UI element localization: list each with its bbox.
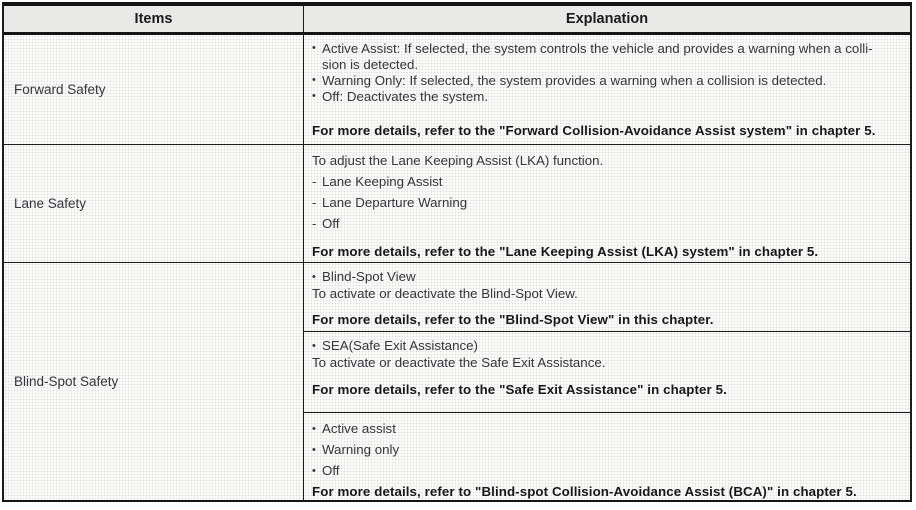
explanation-line xyxy=(312,311,910,328)
line-text: SEA(Safe Exit Assistance) xyxy=(322,338,478,353)
explanation-cell xyxy=(304,145,910,262)
item-cell xyxy=(4,263,304,500)
explanation-section xyxy=(304,413,910,500)
column-header-explanation: Explanation xyxy=(565,11,649,27)
line-text: Lane Keeping Assist xyxy=(322,174,443,189)
explanation-line xyxy=(312,460,910,481)
line-text: sion is detected. xyxy=(322,56,419,72)
table-row xyxy=(4,35,910,145)
item-label: Blind-Spot Safety xyxy=(14,374,119,389)
explanation-line xyxy=(312,268,910,285)
line-text: Active Assist: If selected, the system controls the vehicle and provides a warning when a colli- xyxy=(322,40,873,56)
explanation-line xyxy=(312,72,910,88)
bullet-icon: • xyxy=(312,90,316,102)
explanation-line xyxy=(312,241,910,262)
line-text: Off xyxy=(322,463,340,478)
bullet-icon: • xyxy=(312,443,316,456)
item-label: Forward Safety xyxy=(14,82,106,97)
explanation-cell xyxy=(304,35,910,144)
explanation-line xyxy=(312,285,910,302)
explanation-line xyxy=(312,337,910,354)
line-text: Lane Departure Warning xyxy=(322,195,468,210)
line-text: For more details, refer to "Blind-spot Collision-Avoidance Assist (BCA)" in chapter 5. xyxy=(312,484,857,499)
item-cell xyxy=(4,145,304,262)
bullet-icon: • xyxy=(312,270,316,283)
line-text: For more details, refer to the "Blind-Spot View" in this chapter. xyxy=(312,312,714,327)
table-row xyxy=(4,145,910,263)
explanation-line xyxy=(312,418,910,439)
bullet-icon: • xyxy=(312,464,316,477)
bullet-icon: • xyxy=(312,74,316,86)
line-text: To activate or deactivate the Safe Exit Assistance. xyxy=(312,355,606,370)
column-header-items: Items xyxy=(4,6,304,32)
dash-marker: - xyxy=(312,195,317,210)
line-text: Warning Only: If selected, the system provides a warning when a collision is detected. xyxy=(322,72,827,88)
line-text: For more details, refer to the "Forward Collision-Avoidance Assist system" in chapter 5. xyxy=(312,122,876,138)
line-text: Off: Deactivates the system. xyxy=(322,88,489,104)
line-text: Active assist xyxy=(322,421,396,436)
explanation-line xyxy=(312,354,910,371)
explanation-line xyxy=(312,171,910,192)
explanation-line xyxy=(312,88,910,104)
line-text: To adjust the Lane Keeping Assist (LKA) function. xyxy=(312,153,604,168)
line-text: For more details, refer to the "Lane Keeping Assist (LKA) system" in chapter 5. xyxy=(312,244,819,259)
line-text: Blind-Spot View xyxy=(322,269,416,284)
table-body xyxy=(4,35,910,500)
dash-marker: - xyxy=(312,174,317,189)
line-text: For more details, refer to the "Safe Exit Assistance" in chapter 5. xyxy=(312,382,727,397)
table-row xyxy=(4,263,910,500)
item-cell xyxy=(4,35,304,144)
dash-marker: - xyxy=(312,216,317,231)
bullet-icon: • xyxy=(312,422,316,435)
explanation-line xyxy=(312,56,910,72)
explanation-line xyxy=(312,40,910,56)
item-label: Lane Safety xyxy=(14,196,87,211)
explanation-line xyxy=(312,439,910,460)
explanation-line xyxy=(312,213,910,234)
line-text: Off xyxy=(322,216,340,231)
bullet-icon: • xyxy=(312,339,316,352)
explanation-section xyxy=(304,332,910,413)
explanation-line xyxy=(312,150,910,171)
explanation-line xyxy=(312,122,910,138)
line-text: To activate or deactivate the Blind-Spot View. xyxy=(312,286,578,301)
bullet-icon: • xyxy=(312,42,316,54)
table-header-row xyxy=(4,6,910,35)
explanation-line xyxy=(312,381,910,398)
explanation-section xyxy=(304,263,910,332)
explanation-section xyxy=(304,145,910,262)
explanation-cell xyxy=(304,263,910,500)
settings-table xyxy=(2,2,912,502)
explanation-line xyxy=(312,192,910,213)
line-text: Warning only xyxy=(322,442,400,457)
explanation-section xyxy=(304,35,910,144)
explanation-line xyxy=(312,481,910,500)
